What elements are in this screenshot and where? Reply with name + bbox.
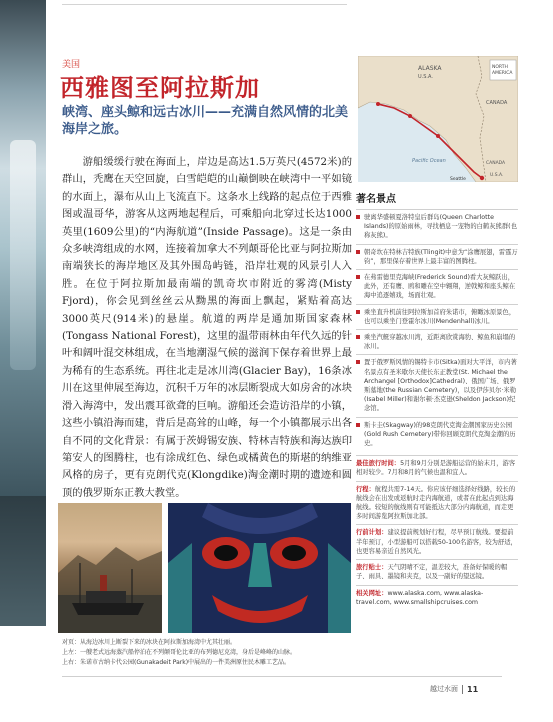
map-label: U.S.A. xyxy=(418,74,433,80)
attraction-item xyxy=(356,329,518,354)
map-label: Pacific Ocean xyxy=(412,158,446,164)
footer-rule xyxy=(62,676,502,677)
glacier-photo-strip-lower xyxy=(0,496,46,626)
caption-line: 上左：一艘老式远海蒸汽船停泊在不列颠哥伦比亚的布列德尼克湾，身后是峰峰的山脉。 xyxy=(62,649,297,656)
footer-section: 越过水面 xyxy=(430,685,458,693)
bullet-icon xyxy=(356,215,360,219)
attraction-item xyxy=(356,209,518,244)
map-marker xyxy=(376,102,380,106)
cabin-shape xyxy=(86,591,126,603)
page-footer xyxy=(430,684,478,694)
map-label: U.S.A. xyxy=(490,173,504,178)
carving-pupil-left xyxy=(214,545,238,561)
bullet-icon xyxy=(356,250,360,254)
attraction-item xyxy=(356,354,518,416)
info-label: 行前计划： xyxy=(356,529,388,537)
attraction-text: 乘坐直升机前往阿拉斯加首府朱诺市，俯瞰冰原景色，也可以乘坐门登霍尔冰川(Mendenhall)冰川。 xyxy=(364,308,516,325)
info-label: 相关网址： xyxy=(356,589,388,597)
hull-shape xyxy=(72,603,144,615)
map-inset xyxy=(490,60,516,80)
totem-carving-photo xyxy=(168,503,351,633)
map-label: Seattle xyxy=(450,177,466,182)
attraction-text: 朝奇坎在特林吉特族(Tlingit)中意为“涂鹰展翅，雷霆万钧”，那里保存着世界上最丰富的图腾柱。 xyxy=(364,248,518,265)
carving-pupil-right xyxy=(282,545,306,561)
info-planning xyxy=(356,524,518,559)
route-map xyxy=(358,56,518,182)
map-label: ALASKA xyxy=(418,65,442,72)
footer-divider xyxy=(462,685,463,694)
info-websites xyxy=(356,585,518,610)
info-label: 最佳旅行时间： xyxy=(356,460,401,468)
map-marker xyxy=(408,114,412,118)
bullet-icon xyxy=(356,423,360,427)
sidebar-heading: 著名景点 xyxy=(356,194,396,205)
page-title: 西雅图至阿拉斯加 xyxy=(60,73,260,102)
attractions-sidebar xyxy=(356,190,518,610)
bullet-icon xyxy=(356,275,360,279)
map-label: CANADA xyxy=(486,100,508,106)
info-best-time xyxy=(356,455,518,480)
totem-illustration xyxy=(168,503,351,633)
info-text: 5月和9月分别是游船运营的始末月，游客相对较少。7月和8月的气候也温和宜人。 xyxy=(356,460,516,477)
attraction-text: 乘坐汽艇穿越冰川湾，近距离欣赏海豹、鲸鱼和崩塌的冰川。 xyxy=(364,334,516,351)
map-label: CANADA xyxy=(486,161,506,166)
caption-line: 对页：从海边冰川上断裂下来的冰块在阿拉斯加海湾中尤其壮丽。 xyxy=(62,639,237,646)
map-label: AMERICA xyxy=(492,71,513,76)
bullet-icon xyxy=(356,335,360,339)
info-label: 行程： xyxy=(356,485,375,493)
steamboat-illustration xyxy=(58,503,162,633)
attraction-text: 斯卡圭(Skagway)的98克朗代克淘金潮国家历史公园(Gold Rush Cemetery)带你回顾克朗代克淘金潮的历史。 xyxy=(364,421,516,448)
top-rule xyxy=(62,4,347,5)
bullet-icon xyxy=(356,360,360,364)
photo-captions xyxy=(62,638,362,668)
page-subtitle: 峡湾、座头鲸和远古冰川——充满自然风情的北美海岸之旅。 xyxy=(62,105,349,137)
attraction-item xyxy=(356,417,518,452)
page-number: 11 xyxy=(467,684,479,694)
info-text: 建议提前规划好行程，尽早预订航线。要提前半年预订，小型游船可以搭载50-100名游客，较为舒适，也更容易亲近自然风光。 xyxy=(356,529,517,555)
bullet-icon xyxy=(356,310,360,314)
info-tips xyxy=(356,559,518,584)
funnel-shape xyxy=(100,575,107,591)
glacier-photo-strip xyxy=(0,0,46,496)
attraction-item xyxy=(356,304,518,329)
info-text: www.alaska.com, www.alaska-travel.com, www.smallshipcruises.com xyxy=(356,589,484,606)
info-label: 旅行贴士： xyxy=(356,564,388,572)
map-label: NORTH xyxy=(492,65,508,70)
mountain-shape xyxy=(58,547,162,595)
category-label: 美国 xyxy=(62,60,81,70)
steamboat-photo xyxy=(58,503,162,633)
info-text: 航程共需7-14天。你应该仔细选择好线路，较长的航线会在出发或返航时走内海航道，或者在此起点到达海航线。较短的航线则有可能抵达大部分内海航道，而走更多时间游览阿拉斯加北部。 xyxy=(356,485,516,521)
attraction-text: 在弗雷德里克海峡(Frederick Sound)看大灰鲸跃出，此外，还有鹰、鸥和雕在空中翱翔，逆戟鲸和座头鲸在海中追逐嬉戏，场面壮观。 xyxy=(364,274,516,300)
info-itinerary xyxy=(356,481,518,525)
attraction-item xyxy=(356,269,518,304)
map-marker xyxy=(480,176,484,180)
info-text: 天气阴晴不定，温差较大，准备好保暖的帽子、雨具、墨镜和夹克，以及一副好的望远镜。 xyxy=(356,564,508,581)
travel-info xyxy=(356,455,518,610)
body-text: 游船缓缓行驶在海面上，岸边是高达1.5万英尺(4572米)的群山，秃鹰在天空回旋，白雪皑皑的山巅倒映在峡湾中一平如镜的水面上，瀑布从山上飞流直下。这条水上线路的起点位于西雅图或温哥华，游客从这两地起程后，可乘船向北穿过长达1000英里(1609公里)的“内海航道”(Inside Passage)。这是一条由众多峡湾组成的水网，连接着加拿大不列颠哥伦比亚与阿拉斯加南端狭长的海岸地区及其外围岛屿链，沿岸壮观的风景引人入胜。在位于阿拉斯加最南端的凯奇坎市附近的雾湾(Misty Fjord)，你会见到丝丝云从黝黑的海面上飘起，紧贴着高达3000英尺(914米)的悬崖。航道的两岸是通加斯国家森林(Tongass National Forest)，这里的温带雨林由年代久远的针叶和阔叶混交林组成，在当地潮湿气候的滋润下保存着世界上最为稀有的生态系统。再往北走是冰川湾(Glacier Bay)，16条冰川在这里伸展至海边，沉积千万年的冰层断裂成大如房舍的冰块滑入海湾中，发出震耳欲聋的巨响。游船还会造访沿岸的小镇，这些小镇沿海而建，背后是高耸的山峰，每一个小镇都展示出各自不同的文化背景：有属于茨姆锡安族、特林吉特族和海达族印第安人的图腾柱，也有涂成红色、绿色或橘黄色的斯堪的纳维亚风格的房子，更有克朗代克(Klongdike)淘金潮时期的遗迹和圆顶的俄罗斯东正教大教堂。 xyxy=(62,156,352,499)
attraction-text: 驶离华盛顿夏洛特皇后群岛(Queen Charlotte Islands)的原始雨林，寻找栖息一宠物的白鹤灰熊群(也称灰熊)。 xyxy=(364,214,517,240)
attraction-item xyxy=(356,244,518,269)
attraction-text: 置于俄罗斯风情的锡特卡市(Sitka)面对大平洋，市内著名景点有圣米歇尔天使长东正教堂(St. Michael the Archangel [Orthodox]Cathedral)、俄国广场、俄罗斯墓地(the Russian Cemetery)，以及伊莎贝尔·米勒(Isabel Miller)和谢尔顿·杰克逊(Sheldon Jackson)纪念馆。 xyxy=(364,359,517,413)
map-marker xyxy=(436,134,440,138)
caption-line: 上右：朱诺市古纳卡代公园(Gunakadeit Park)中展出的一件美洲原住民木雕工艺品。 xyxy=(62,659,291,666)
